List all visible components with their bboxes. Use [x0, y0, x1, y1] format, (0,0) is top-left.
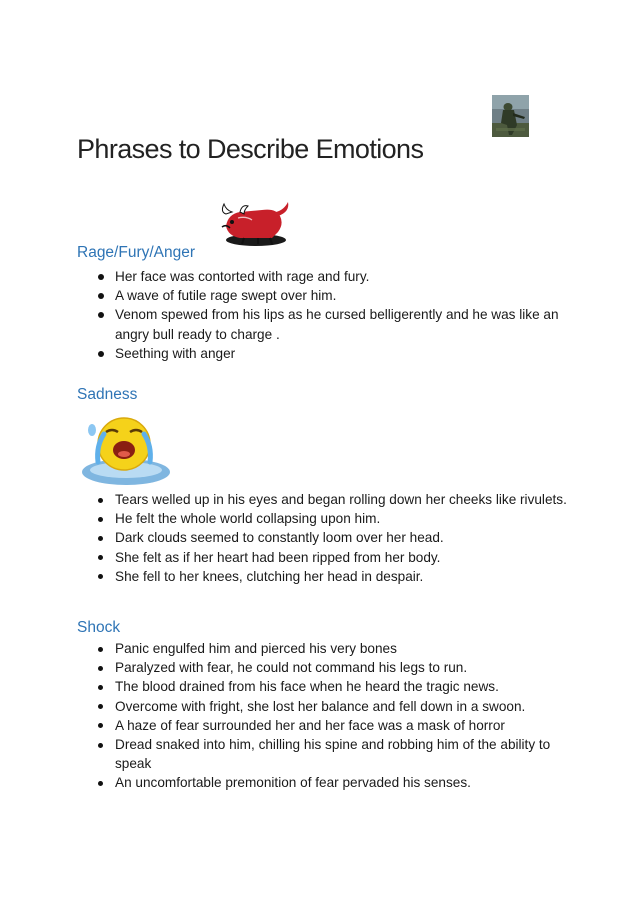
list-item: She felt as if her heart had been ripped from her body.: [0, 548, 638, 567]
page-title: Phrases to Describe Emotions: [77, 134, 424, 164]
list-item: Paralyzed with fear, he could not command his legs to run.: [0, 658, 638, 677]
list-item: Dark clouds seemed to constantly loom over her head.: [0, 528, 638, 547]
list-item: Overcome with fright, she lost her balance and fell down in a swoon.: [0, 697, 638, 716]
section-heading-rage: Rage/Fury/Anger: [77, 244, 196, 261]
list-item: Seething with anger: [0, 344, 638, 363]
list-item: She fell to her knees, clutching her head in despair.: [0, 567, 638, 586]
list-item: A wave of futile rage swept over him.: [0, 286, 638, 305]
list-item: Tears welled up in his eyes and began rolling down her cheeks like rivulets.: [0, 490, 638, 509]
sadness-phrases-list: [0, 490, 638, 586]
soldier-thumbnail-image: [492, 95, 529, 137]
list-item: An uncomfortable premonition of fear pervaded his senses.: [0, 773, 638, 792]
shock-phrases-list: [0, 639, 638, 793]
list-item: A haze of fear surrounded her and her face was a mask of horror: [0, 716, 638, 735]
list-item: Panic engulfed him and pierced his very bones: [0, 639, 638, 658]
list-item: Dread snaked into him, chilling his spine and robbing him of the ability to speak: [0, 735, 638, 773]
list-item: The blood drained from his face when he heard the tragic news.: [0, 677, 638, 696]
rage-phrases-list: [0, 267, 638, 363]
list-item: Venom spewed from his lips as he cursed belligerently and he was like an angry bull ready to charge .: [0, 305, 638, 343]
section-heading-sadness: Sadness: [77, 386, 138, 403]
list-item: He felt the whole world collapsing upon him.: [0, 509, 638, 528]
red-bull-image: [218, 194, 292, 250]
section-heading-shock: Shock: [77, 619, 121, 636]
crying-emoji-image: [78, 410, 176, 490]
list-item: Her face was contorted with rage and fury.: [0, 267, 638, 286]
